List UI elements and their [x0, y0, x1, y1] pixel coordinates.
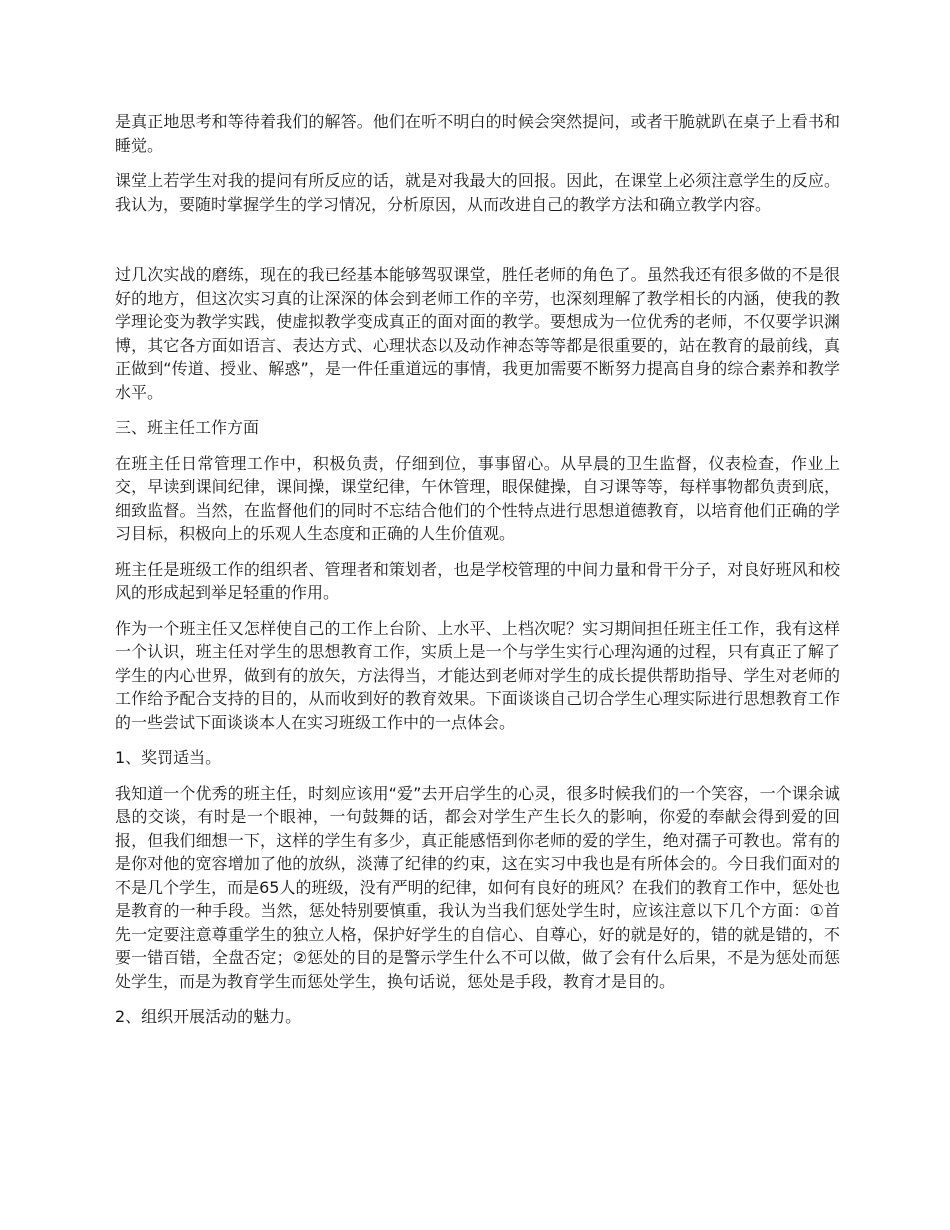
paragraph: 过几次实战的磨练，现在的我已经基本能够驾驭课堂，胜任老师的角色了。虽然我还有很多做的不是很好的地方，但这次实习真的让深深的体会到老师工作的辛劳，也深刻理解了教学相长的内涵，使我的教学理论变为教学实践，使虚拟教学变成真正的面对面的教学。要想成为一位优秀的老师，不仅要学识渊博，其它各方面如语言、表达方式、心理状态以及动作神态等等都是很重要的，站在教育的最前线，真正做到“传道、授业、解惑”，是一件任重道远的事情，我更加需要不断努力提高自身的综合素养和教学水平。	[115, 265, 840, 402]
paragraph: 课堂上若学生对我的提问有所反应的话，就是对我最大的回报。因此，在课堂上必须注意学生的反应。我认为，要随时掌握学生的学习情况，分析原因，从而改进自己的教学方法和确立教学内容。	[115, 171, 840, 214]
paragraph: 作为一个班主任又怎样使自己的工作上台阶、上水平、上档次呢？实习期间担任班主任工作，我有这样一个认识，班主任对学生的思想教育工作，实质上是一个与学生实行心理沟通的过程，只有真正了解了学生的内心世界，做到有的放矢，方法得当，才能达到老师对学生的成长提供帮助指导、学生对老师的工作给予配合支持的目的，从而收到好的教育效果。下面谈谈自己切合学生心理实际进行思想教育工作的一些尝试下面谈谈本人在实习班级工作中的一点体会。	[115, 618, 840, 732]
paragraph: 我知道一个优秀的班主任，时刻应该用“爱”去开启学生的心灵，很多时候我们的一个笑容，一个课余诚恳的交谈，有时是一个眼神，一句鼓舞的话，都会对学生产生长久的影响，你爱的奉献会得到爱的回报，但我们细想一下，这样的学生有多少，真正能感悟到你老师的爱的学生，绝对孺子可教也。常有的是你对他的宽容增加了他的放纵，淡薄了纪律的约束，这在实习中我也是有所体会的。今日我们面对的不是几个学生，而是65人的班级，没有严明的纪律，如何有良好的班风？在我们的教育工作中，惩处也是教育的一种手段。当然，惩处特别要慎重，我认为当我们惩处学生时，应该注意以下几个方面：①首先一定要注意尊重学生的独立人格，保护好学生的自信心、自尊心，好的就是好的，错的就是错的，不要一错百错，全盘否定；②惩处的目的是警示学生什么不可以做，做了会有什么后果，不是为惩处而惩处学生，而是为教育学生而惩处学生，换句话说，惩处是手段，教育才是目的。	[115, 783, 840, 991]
subsection-heading: 2、组织开展活动的魅力。	[115, 1007, 302, 1026]
blank-space	[115, 228, 840, 263]
section-heading: 三、班主任工作方面	[115, 418, 260, 437]
subsection-heading: 1、奖罚适当。	[115, 748, 222, 767]
paragraph: 是真正地思考和等待着我们的解答。他们在听不明白的时候会突然提问，或者干脆就趴在桌子上看书和睡觉。	[115, 112, 840, 155]
document-page	[115, 110, 840, 1041]
paragraph: 在班主任日常管理工作中，积极负责，仔细到位，事事留心。从早晨的卫生监督，仪表检查，作业上交，早读到课间纪律，课间操，课堂纪律，午休管理，眼保健操，自习课等等，每样事物都负责到底，细致监督。当然，在监督他们的同时不忘结合他们的个性特点进行思想道德教育，以培育他们正确的学习目标，积极向上的乐观人生态度和正确的人生价值观。	[115, 453, 840, 543]
paragraph: 班主任是班级工作的组织者、管理者和策划者，也是学校管理的中间力量和骨干分子，对良好班风和校风的形成起到举足轻重的作用。	[115, 559, 840, 602]
